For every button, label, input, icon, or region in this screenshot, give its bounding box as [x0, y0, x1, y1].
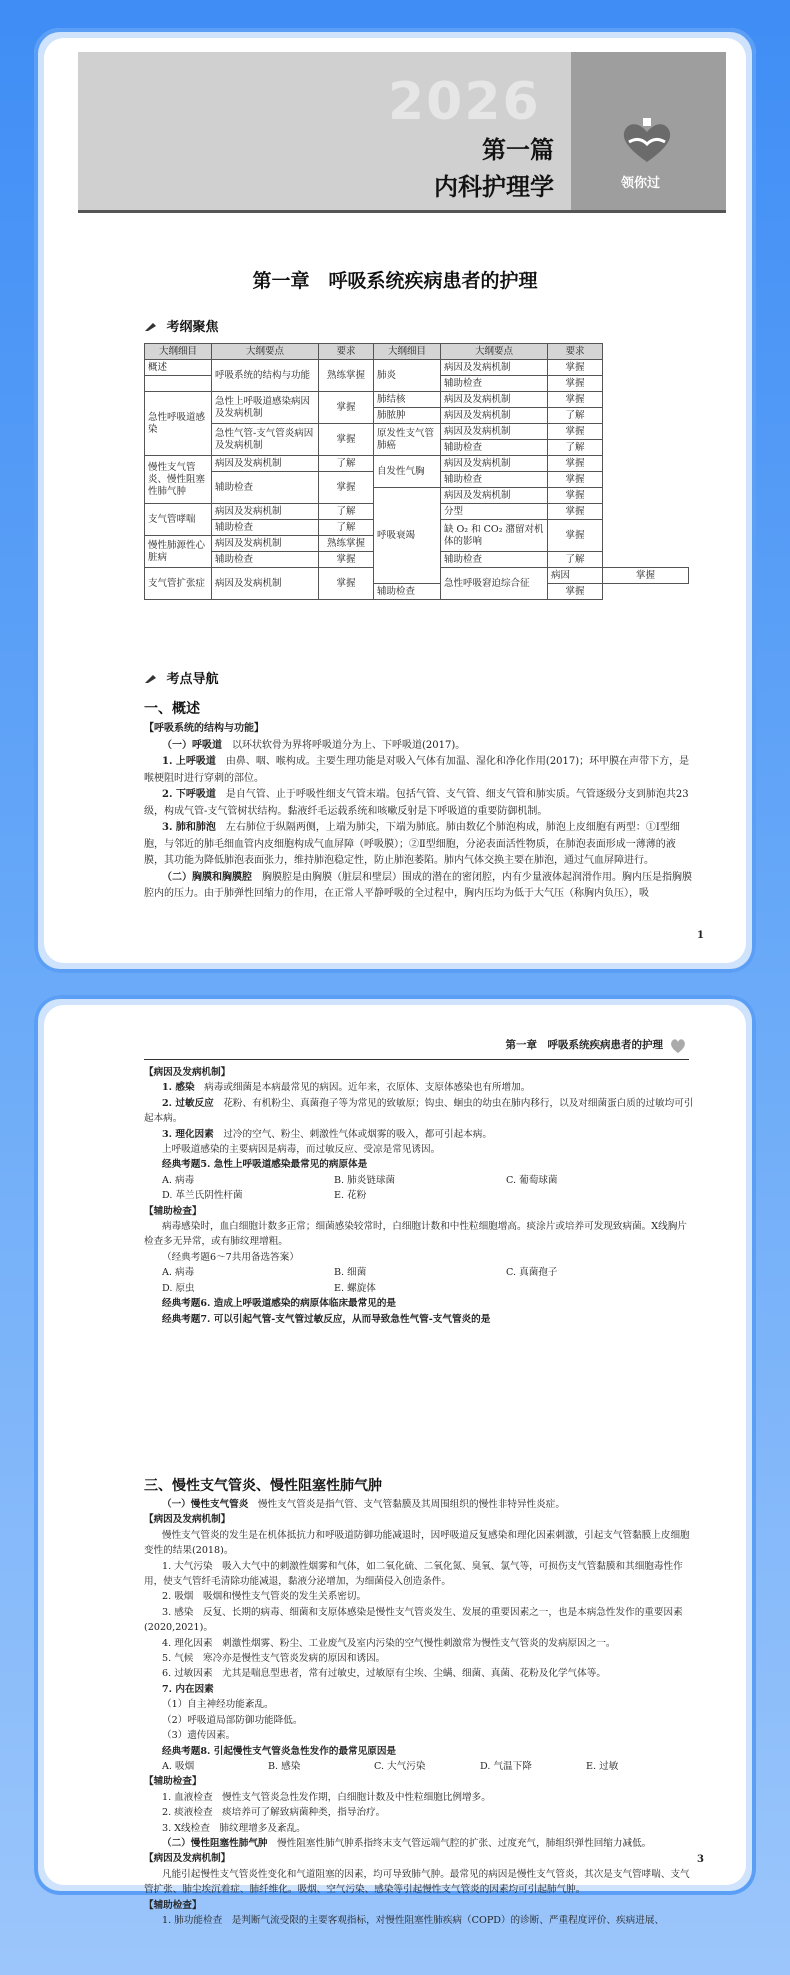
paragraph-text: 由鼻、咽、喉构成。主要生理功能是对吸入气体有加温、湿化和净化作用(2017)；环甲膜在声带下方，是喉梗阻时进行穿刺的部位。: [144, 756, 690, 784]
table-cell: 肺炎: [374, 360, 441, 392]
table-cell: 辅助检查: [212, 520, 319, 536]
sub-heading: （二）胸膜和胸膜腔: [162, 871, 252, 883]
paragraph-text: 左右肺位于纵隔两侧，上端为肺尖，下端为肺底。肺由数亿个肺泡构成，肺泡上皮细胞有两型：①Ⅰ型细胞，与邻近的肺毛细血管内皮细胞构成气血屏障（呼吸膜）；②Ⅱ型细胞，分泌表面活性物质，在肺泡表面形成一薄薄的液膜，其功能为降低肺泡表面张力，维持肺泡稳定性，防止肺泡萎陷。肺内气体交换主要在肺泡，通过气血屏障进行。: [144, 822, 680, 866]
outline-table: [144, 343, 689, 600]
paragraph-text: 花粉、有机粉尘、真菌孢子等为常见的致敏原；钩虫、蛔虫的幼虫在肺内移行，以及对细菌蛋白质的过敏均可引起本病。: [144, 1097, 694, 1125]
table-cell: 支气管哮喘: [145, 504, 212, 536]
table-cell: 了解: [548, 552, 603, 568]
table-cell: 缺 O₂ 和 CO₂ 潴留对机体的影响: [441, 520, 548, 552]
section-label: 【辅助检查】: [144, 1205, 202, 1217]
list-item: 3. X线检查 肺纹理增多及紊乱。: [162, 1822, 306, 1834]
table-cell: 辅助检查: [441, 552, 548, 568]
part-banner: [78, 52, 726, 213]
part-title: 第一篇: [482, 136, 554, 164]
paragraph: [144, 1096, 694, 1127]
table-cell: 辅助检查: [441, 472, 548, 488]
table-header-cell: 要求: [319, 344, 374, 360]
table-cell: 肺结核: [374, 392, 441, 408]
table-cell: 掌握: [319, 472, 374, 504]
table-cell: 原发性支气管肺癌: [374, 424, 441, 456]
table-header-cell: 大纲细目: [374, 344, 441, 360]
section-label: 【病因及发病机制】: [144, 1067, 231, 1078]
table-cell: 掌握: [548, 360, 603, 376]
paragraph: 1. 大气污染 吸入大气中的刺激性烟雾和气体，如二氧化硫、二氧化氮、臭氧、氯气等，可损伤支气管黏膜和其细胞毒性作用，使支气管纤毛清除功能减退，黏液分泌增加，为细菌侵入创造条件。: [144, 1560, 683, 1588]
paragraph: 病毒感染时，血白细胞计数多正常；细菌感染较常时，白细胞计数和中性粒细胞增高。痰涂片或培养可发现致病菌。X线胸片检查多无异常，或有肺纹理增粗。: [144, 1221, 687, 1248]
page-frame-2: [34, 995, 756, 1926]
paragraph: 7. 内在因素: [162, 1683, 214, 1695]
paragraph: 5. 气候 寒冷亦是慢性支气管炎发病的原因和诱因。: [162, 1653, 386, 1665]
table-cell: 了解: [319, 456, 374, 472]
paragraph: [144, 1497, 694, 1512]
answer-option: D. 革兰氏阴性杆菌: [162, 1190, 243, 1202]
table-cell: 辅助检查: [212, 552, 319, 568]
paragraph-text: 病毒或细菌是本病最常见的病因。近年来，衣原体、支原体感染也有所增加。: [204, 1082, 531, 1094]
table-cell: 分型: [441, 504, 548, 520]
table-cell: 辅助检查: [374, 584, 441, 600]
table-cell: 掌握: [548, 520, 603, 552]
answer-options: [144, 1759, 694, 1774]
table-cell: 急性上呼吸道感染病因及发病机制: [212, 392, 319, 424]
list-item: （1）自主神经功能紊乱。: [162, 1699, 274, 1711]
year-watermark: 2026: [388, 72, 541, 132]
section-label: 【辅助检查】: [144, 1899, 202, 1911]
table-header-cell: 大纲要点: [212, 344, 319, 360]
table-cell: 熟练掌握: [319, 536, 374, 552]
outline-table-header: [145, 344, 689, 360]
page2-section3-body: [144, 1497, 694, 1928]
list-item: 1. 血液检查 慢性支气管炎急性发作期，白细胞计数及中性粒细胞比例增多。: [162, 1791, 491, 1803]
paragraph-label: 1. 感染: [162, 1082, 195, 1094]
paragraph: 2. 吸烟 吸烟和慢性支气管炎的发生关系密切。: [162, 1591, 367, 1603]
table-cell: 了解: [319, 504, 374, 520]
table-cell: 掌握: [319, 552, 374, 568]
answer-options: [144, 1265, 694, 1296]
answer-option: D. 原虫: [162, 1282, 195, 1294]
answer-option: E. 花粉: [334, 1190, 367, 1202]
heart-hands-icon: [619, 118, 675, 164]
paragraph: 慢性支气管炎的发生是在机体抵抗力和呼吸道防御功能减退时，因呼吸道反复感染和理化因素刺激，引起支气管黏膜上皮细胞变性的结果(2018)。: [144, 1529, 690, 1557]
heart-logo-icon: [669, 1037, 687, 1055]
table-cell: 病因及发病机制: [212, 536, 319, 552]
paragraph-text: 以环状软骨为界将呼吸道分为上、下呼吸道(2017)。: [232, 739, 466, 751]
table-cell: 急性呼吸道感染: [145, 392, 212, 456]
paragraph: [144, 820, 694, 870]
table-cell: 自发性气胸: [374, 456, 441, 488]
page2-body: [144, 1065, 694, 1327]
table-cell: 了解: [548, 408, 603, 424]
table-cell: 肺脓肿: [374, 408, 441, 424]
paragraph: [144, 754, 694, 787]
exam-question: 经典考题8. 引起慢性支气管炎急性发作的最常见原因是: [162, 1745, 397, 1757]
table-header-cell: 大纲细目: [145, 344, 212, 360]
table-cell: 掌握: [548, 376, 603, 392]
table-cell: 辅助检查: [441, 376, 548, 392]
answer-option: B. 感染: [268, 1760, 301, 1772]
paragraph-text: 是自气管、止于呼吸性细支气管末端。包括气管、支气管、细支气管和肺实质。气管逐级分支到肺泡共23级，构成气管-支气管树状结构。黏液纤毛运载系统和咳嗽反射是下呼吸道的重要防御机制。: [144, 789, 689, 817]
paragraph: [144, 1836, 694, 1851]
answer-option: C. 真菌孢子: [506, 1267, 558, 1279]
paragraph: 凡能引起慢性支气管炎性变化和气道阻塞的因素，均可导致肺气肿。最常见的病因是慢性支气管炎，其次是支气管哮喘、支气管扩张、肺尘埃沉着症、肺纤维化。吸烟、空气污染、感染等引起慢性支气管炎的因素均可引起肺气肿。: [144, 1868, 690, 1896]
exam-question: 经典考题6. 造成上呼吸道感染的病原体临床最常见的是: [162, 1298, 397, 1310]
paragraph: 1. 肺功能检查 是判断气流受限的主要客观指标，对慢性阻塞性肺疾病（COPD）的诊断、严重程度评价、疾病进展、: [162, 1914, 665, 1926]
section-label: 【呼吸系统的结构与功能】: [144, 723, 264, 734]
logo-panel: [571, 52, 726, 210]
table-cell: 掌握: [603, 568, 689, 584]
table-cell: 辅助检查: [441, 440, 548, 456]
answer-option: C. 大气污染: [374, 1760, 426, 1772]
table-cell: 病因及发病机制: [441, 488, 548, 504]
sub-heading: （二）慢性阻塞性肺气肿: [162, 1837, 268, 1849]
paragraph: 上呼吸道感染的主要病因是病毒，而过敏反应、受凉是常见诱因。: [162, 1144, 441, 1156]
answer-option: D. 气温下降: [480, 1760, 532, 1772]
section-body: [144, 721, 694, 903]
answer-option: A. 病毒: [162, 1267, 195, 1279]
table-cell: 呼吸衰竭: [374, 488, 441, 584]
list-item: 2. 痰液检查 痰培养可了解致病菌种类，指导治疗。: [162, 1807, 386, 1819]
guide-heading: [144, 668, 219, 687]
section-label: 【病因及发病机制】: [144, 1514, 231, 1526]
section-label: 【辅助检查】: [144, 1776, 202, 1788]
paragraph: [144, 787, 694, 820]
paragraph-text: 慢性支气管炎是指气管、支气管黏膜及其周围组织的慢性非特异性炎症。: [257, 1499, 565, 1510]
table-cell: 掌握: [548, 584, 603, 600]
table-cell: 病因及发病机制: [212, 568, 319, 600]
answer-option: A. 吸烟: [162, 1760, 195, 1772]
page-sheet-2: [44, 1005, 746, 1926]
table-cell: 掌握: [319, 568, 374, 600]
section-label: 【病因及发病机制】: [144, 1853, 231, 1865]
paragraph-label: 2. 过敏反应: [162, 1097, 214, 1109]
paragraph-text: 慢性阻塞性肺气肿系指终末支气管远端气腔的扩张、过度充气，肺组织弹性回缩力减低。: [277, 1837, 652, 1849]
sub-heading: （一）呼吸道: [162, 739, 222, 751]
table-cell: 掌握: [319, 424, 374, 456]
chapter-title: 第一章 呼吸系统疾病患者的护理: [252, 270, 538, 292]
table-cell: 急性呼吸窘迫综合征: [441, 568, 548, 600]
table-cell: 了解: [548, 440, 603, 456]
paragraph: 4. 理化因素 刺激性烟雾、粉尘、工业废气及室内污染的空气慢性刺激常为慢性支气管炎的发病原因之一。: [162, 1637, 616, 1649]
table-cell: 病因及发病机制: [212, 456, 319, 472]
part-subtitle: 内科护理学: [434, 173, 554, 201]
exam-question: 经典考题5. 急性上呼吸道感染最常见的病原体是: [162, 1159, 368, 1171]
table-cell: 掌握: [548, 472, 603, 488]
page-number: 1: [697, 930, 704, 941]
paragraph: 3. 感染 反复、长期的病毒、细菌和支原体感染是慢性支气管炎发生、发展的重要因素之一，也是本病急性发作的重要因素(2020,2021)。: [144, 1606, 683, 1634]
logo-text: 领你过: [621, 176, 661, 191]
section-title: 一、概述: [144, 701, 200, 717]
paragraph-text: 过冷的空气、粉尘、刺激性气体或烟雾的吸入，都可引起本病。: [223, 1128, 492, 1140]
paragraph: [144, 738, 694, 755]
paragraph-label: 3. 肺和肺泡: [162, 822, 216, 833]
table-cell: 掌握: [548, 456, 603, 472]
table-cell: [145, 376, 212, 392]
table-cell: 病因及发病机制: [441, 424, 548, 440]
answer-option: C. 葡萄球菌: [506, 1174, 558, 1186]
answer-option: E. 过敏: [586, 1760, 619, 1772]
pen-icon: [144, 672, 158, 684]
table-cell: 掌握: [548, 504, 603, 520]
answer-option: A. 病毒: [162, 1174, 195, 1186]
paragraph: [144, 1080, 694, 1095]
list-item: （3）遗传因素。: [162, 1730, 236, 1742]
list-item: （2）呼吸道局部防御功能降低。: [162, 1714, 303, 1726]
table-cell: 病因及发病机制: [441, 408, 548, 424]
table-cell: 病因及发病机制: [441, 360, 548, 376]
table-cell: 掌握: [319, 392, 374, 424]
page-number: 3: [697, 1854, 704, 1865]
table-row: [145, 424, 689, 440]
table-cell: 慢性肺源性心脏病: [145, 536, 212, 568]
page-sheet-1: [44, 38, 746, 963]
table-cell: 掌握: [548, 392, 603, 408]
table-cell: 辅助检查: [212, 472, 319, 504]
pen-icon: [144, 320, 158, 332]
answer-option: E. 螺旋体: [334, 1282, 376, 1294]
paragraph-text: 胸膜腔是由胸膜（脏层和壁层）围成的潜在的密闭腔，内有少量液体起润滑作用。胸内压是指胸膜腔内的压力。由于肺弹性回缩力的作用，在正常人平静呼吸的全过程中，胸内压均为低于大气压（称胸内负压），吸: [144, 871, 692, 899]
table-cell: 概述: [145, 360, 212, 376]
table-cell: 病因及发病机制: [212, 504, 319, 520]
section-title: 三、慢性支气管炎、慢性阻塞性肺气肿: [144, 1478, 382, 1494]
answer-option: B. 细菌: [334, 1267, 367, 1279]
table-cell: 熟练掌握: [319, 360, 374, 392]
guide-heading-text: 考点导航: [166, 672, 219, 687]
answer-option: B. 肺炎链球菌: [334, 1174, 396, 1186]
paragraph: [144, 1127, 694, 1142]
table-cell: 急性气管-支气管炎病因及发病机制: [212, 424, 319, 456]
table-cell: 掌握: [548, 424, 603, 440]
table-cell: 慢性支气管炎、慢性阻塞性肺气肿: [145, 456, 212, 504]
outline-heading: [144, 316, 219, 335]
table-cell: 病因及发病机制: [441, 392, 548, 408]
table-cell: 病因及发病机制: [441, 456, 548, 472]
paragraph-label: 2. 下呼吸道: [162, 789, 216, 800]
table-cell: 了解: [319, 520, 374, 536]
exam-note: （经典考题6～7共用备选答案）: [162, 1251, 299, 1263]
exam-question: 经典考题7. 可以引起气管-支气管过敏反应，从而导致急性气管-支气管炎的是: [162, 1313, 491, 1325]
table-cell: 支气管扩张症: [145, 568, 212, 600]
paragraph-label: 1. 上呼吸道: [162, 756, 216, 767]
table-cell: 掌握: [548, 488, 603, 504]
sub-heading: （一）慢性支气管炎: [162, 1499, 249, 1510]
table-header-cell: 要求: [548, 344, 603, 360]
running-head-text: 第一章 呼吸系统疾病患者的护理: [505, 1039, 663, 1051]
table-row: [145, 392, 689, 408]
table-cell: 呼吸系统的结构与功能: [212, 360, 319, 392]
page-frame-1: [34, 28, 756, 973]
answer-options: [144, 1173, 694, 1204]
paragraph: 6. 过敏因素 尤其是喘息型患者，常有过敏史，过敏原有尘埃、尘螨、细菌、真菌、花粉及化学气体等。: [162, 1668, 606, 1680]
outline-heading-text: 考纲聚焦: [166, 320, 219, 335]
running-head: [144, 1037, 689, 1060]
table-header-cell: 大纲要点: [441, 344, 548, 360]
table-row: [145, 456, 689, 472]
paragraph: [144, 870, 694, 903]
paragraph-label: 3. 理化因素: [162, 1128, 214, 1140]
table-row: [145, 360, 689, 376]
table-cell: 病因: [548, 568, 603, 584]
